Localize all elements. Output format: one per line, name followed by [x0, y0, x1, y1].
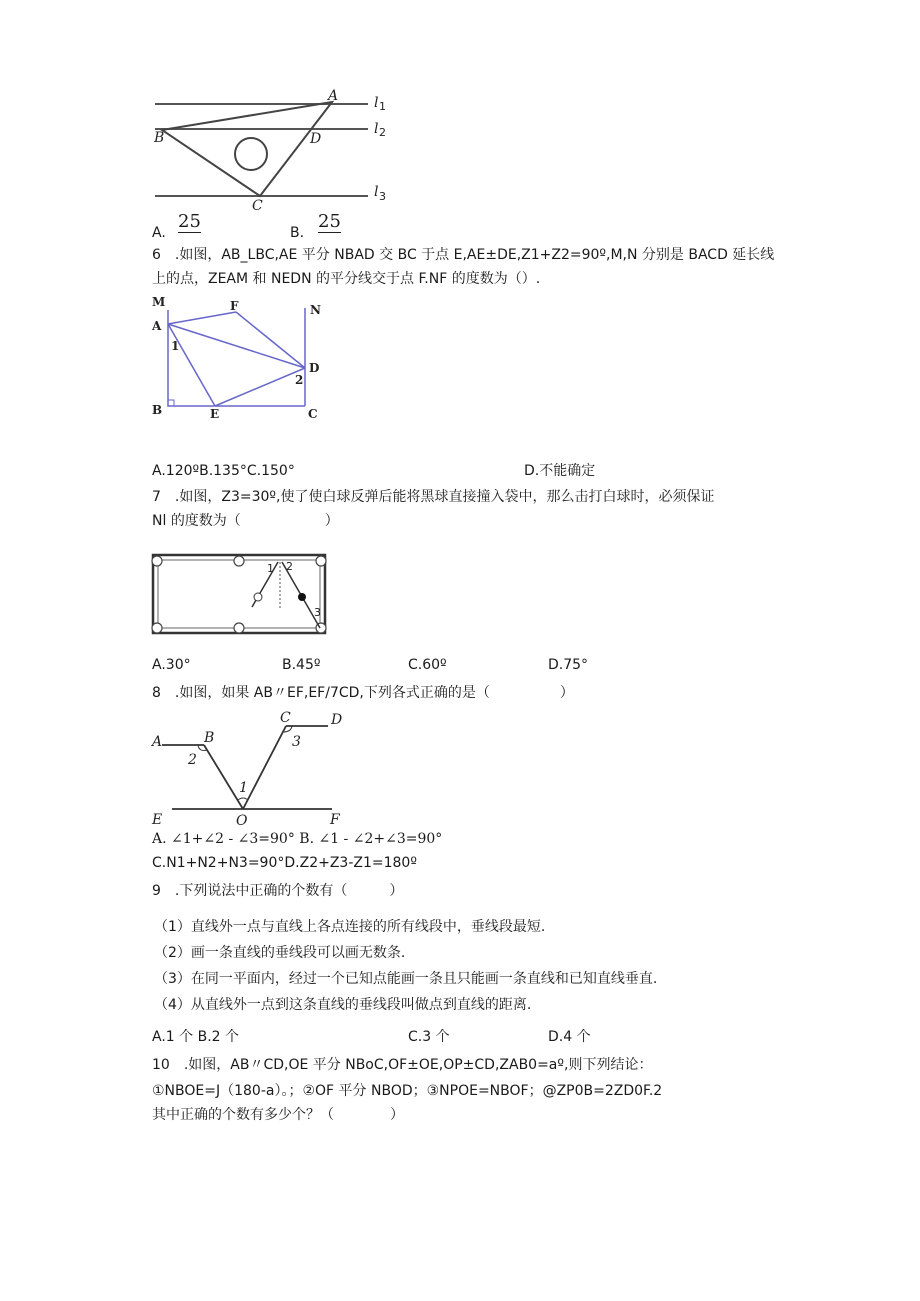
pocket-top-left [152, 556, 162, 566]
q6-figure-svg [150, 294, 335, 422]
q6-label-N: N [310, 303, 321, 317]
q8-label-3: 3 [292, 734, 301, 750]
q8-label-D: D [331, 712, 343, 728]
q6-seg-af [168, 312, 236, 324]
q6-left-side [168, 310, 305, 406]
q5-figure [150, 90, 395, 212]
q6-label-B: B [152, 403, 163, 417]
q10-line1: 10 .如图，AB〃CD,OE 平分 NBoC,OF±OE,OP±CD,ZAB0=aº,则下列结论： [152, 1057, 653, 1073]
pocket-bottom-mid [234, 623, 244, 633]
q9-item-3: （3）在同一平面内，经过一个已知点能画一条且只能画一条直线和已知直线垂直. [154, 971, 658, 987]
triangle-abc [162, 102, 332, 196]
label-l3-sub: 3 [379, 190, 386, 203]
q8-label-B: B [204, 730, 215, 746]
q8-options-cd: C.N1+N2+N3=90°D.Z2+Z3-Z1=180º [152, 855, 417, 871]
q7-label-1: 1 [267, 562, 274, 575]
q8-arc-1 [238, 798, 248, 800]
q6-seg-ad [168, 324, 305, 368]
q8-figure [150, 708, 355, 828]
q6-seg-ed [215, 368, 305, 406]
q8-label-A: A [152, 734, 163, 750]
q8-line1: 8 .如图，如果 AB〃EF,EF/7CD,下列各式正确的是（ ） [152, 685, 574, 701]
q6-figure [150, 294, 335, 422]
q7-table-inner [158, 560, 320, 628]
q7-option-c: C.60º [408, 657, 447, 673]
q6-label-C: C [308, 407, 318, 421]
q7-option-d: D.75° [548, 657, 589, 673]
q9-line1: 9 .下列说法中正确的个数有（ ） [152, 883, 404, 899]
q9-options-ab: A.1 个 B.2 个 [152, 1029, 240, 1045]
q7-line1: 7 .如图，Z3=30º,使了使白球反弹后能将黑球直接撞入袋中，那么击打白球时，必须保证 [152, 489, 715, 505]
q8-label-E: E [152, 812, 163, 828]
q5-figure-svg [150, 90, 395, 212]
q6-option-d: D.不能确定 [524, 463, 596, 479]
q9-item-4: （4）从直线外一点到这条直线的垂线段叫做点到直线的距离. [154, 997, 532, 1013]
q7-line2: Nl 的度数为（ ） [152, 513, 339, 529]
q8-label-C: C [280, 710, 291, 726]
q8-label-1: 1 [239, 780, 248, 796]
pocket-top-mid [234, 556, 244, 566]
q10-line3: 其中正确的个数有多少个？（ ） [152, 1107, 404, 1123]
white-ball [254, 593, 262, 601]
label-B: B [154, 130, 165, 146]
q8-seg-bo [204, 745, 243, 809]
q9-item-1: （1）直线外一点与直线上各点连接的所有线段中，垂线段最短. [154, 919, 546, 935]
q5-option-b-letter: B. [290, 225, 305, 241]
q6-label-F: F [230, 299, 239, 313]
q6-label-2: 2 [295, 373, 304, 387]
label-l1-sub: 1 [379, 100, 386, 113]
pocket-bottom-left [152, 623, 162, 633]
q5-option-a-value: 25 [178, 211, 201, 232]
q8-options-ab: A. ∠1+∠2 - ∠3=90° B. ∠1 - ∠2+∠3=90° [152, 831, 443, 847]
q5-option-a-letter: A. [152, 225, 166, 241]
q8-label-2: 2 [188, 752, 197, 768]
q6-label-A: A [152, 319, 162, 333]
q6-label-1: 1 [171, 339, 180, 353]
label-C: C [252, 198, 263, 214]
label-l3: l [374, 184, 379, 200]
q7-option-a: A.30° [152, 657, 191, 673]
q6-label-M: M [152, 295, 166, 309]
label-l2-sub: 2 [379, 126, 386, 139]
q10-line2: ①NBOE=J（180-a）。；②OF 平分 NBOD；③NPOE=NBOF；@ZP0B=2ZD0F.2 [152, 1083, 663, 1099]
circle-shape [235, 138, 267, 170]
label-D: D [310, 131, 322, 147]
q7-option-b: B.45º [282, 657, 321, 673]
q7-figure [150, 552, 330, 638]
q6-seg-fd [236, 312, 305, 368]
q9-option-d: D.4 个 [548, 1029, 591, 1045]
q7-label-3: 3 [314, 606, 321, 619]
q8-label-F: F [330, 812, 340, 828]
label-l2: l [374, 121, 379, 137]
q8-figure-svg [150, 708, 355, 828]
q8-label-O: O [236, 813, 248, 829]
q9-item-2: （2）画一条直线的垂线段可以画无数条. [154, 945, 406, 961]
black-ball [298, 593, 306, 601]
pocket-top-right [316, 556, 326, 566]
q9-option-c: C.3 个 [408, 1029, 450, 1045]
q6-line2: 上的点，ZEAM 和 NEDN 的平分线交于点 F.NF 的度数为（）. [152, 271, 541, 287]
q6-label-D: D [309, 361, 320, 375]
q5-option-b-value: 25 [318, 211, 341, 232]
q6-right-angle-b [168, 400, 174, 406]
q6-line1: 6 .如图，AB_LBC,AE 平分 NBAD 交 BC 于点 E,AE±DE,Z1+Z2=90º,M,N 分别是 BACD 延长线 [152, 247, 775, 263]
label-l1: l [374, 95, 379, 111]
q7-table-outer [153, 555, 325, 633]
q8-seg-co [243, 726, 286, 809]
q7-figure-svg [150, 552, 330, 638]
q6-options-abc: A.120ºB.135°C.150° [152, 463, 295, 479]
q6-label-E: E [210, 407, 220, 421]
q7-label-2: 2 [286, 560, 293, 573]
label-A: A [328, 88, 339, 104]
